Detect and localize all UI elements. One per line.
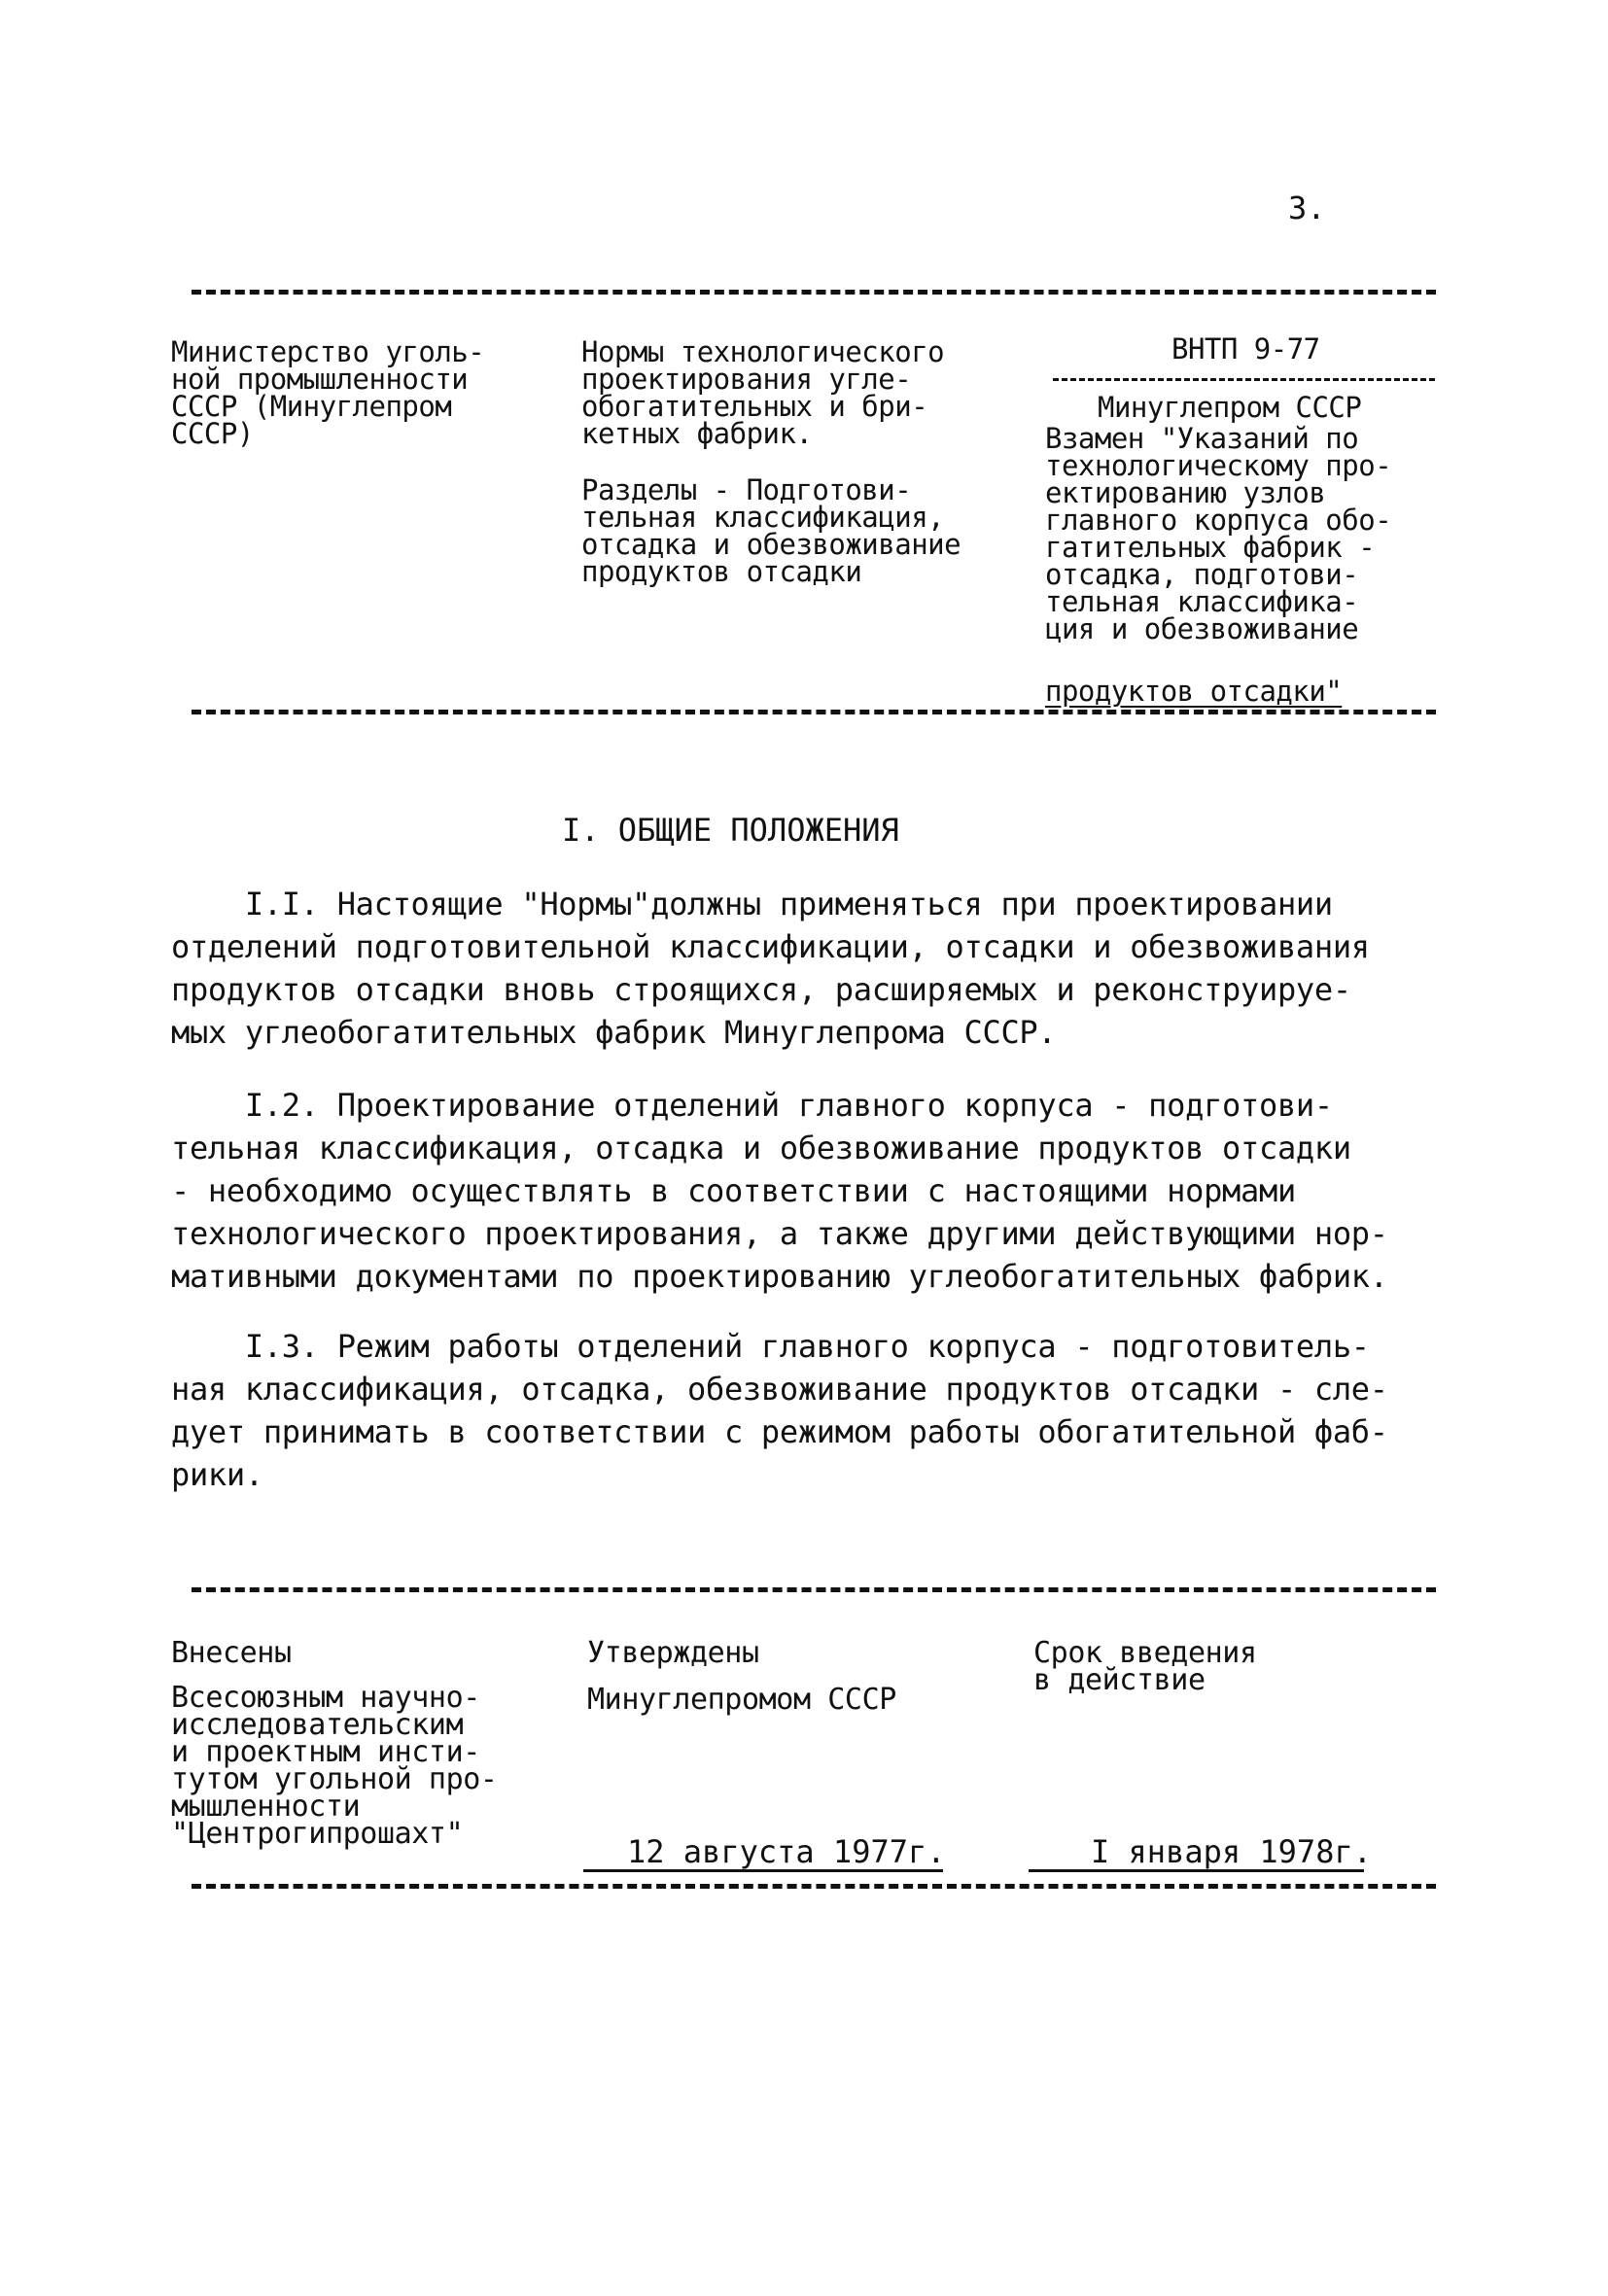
header-code-rule [1053, 378, 1435, 381]
paragraph-1-2: I.2. Проектирование отделений главного корпуса - подготови- тельная классификация, отсадка и обезвоживание продуктов отсадки - необходимо осуществлять в соответствии с настоящими нормами технологического проектирования, а также другими действующими нор- мативными документами по проектированию углеобогатительных фабрик. [171, 1087, 1388, 1295]
top-dashed-rule [192, 290, 1436, 295]
footer-effective-label: Срок введения в действие [1033, 1636, 1257, 1697]
footer-approved-by: Минуглепромом СССР [587, 1683, 896, 1717]
header-issuer: Минуглепром СССР [1098, 391, 1362, 424]
footer-top-dashed-rule [192, 1587, 1436, 1592]
approved-date-underline [583, 1869, 943, 1872]
footer-approved-date: 12 августа 1977г. [627, 1833, 946, 1870]
footer-introduced-label: Внесены [171, 1636, 292, 1670]
header-bottom-dashed-rule [192, 710, 1436, 714]
section-heading: I. ОБЩИЕ ПОЛОЖЕНИЯ [562, 812, 899, 849]
header-replaces-last: продуктов отсадки" [1045, 675, 1343, 708]
footer-bottom-dashed-rule [192, 1884, 1436, 1889]
paragraph-1-3: I.3. Режим работы отделений главного корпуса - подготовитель- ная классификация, отсадка, обезвоживание продуктов отсадки - сле- дует принимать в соответствии с режимом работы обогатительной фаб- рики. [171, 1328, 1388, 1493]
paragraph-1-1: I.I. Настоящие "Нормы"должны применяться при проектировании отделений подготовительной классификации, отсадки и обезвоживания продуктов отсадки вновь строящихся, расширяемых и реконструируе- мых углеобогатительных фабрик Минуглепрома СССР. [171, 886, 1370, 1051]
footer-effective-date: I января 1978г. [1091, 1833, 1372, 1870]
effective-date-underline [1029, 1869, 1364, 1872]
footer-approved-label: Утверждены [587, 1636, 759, 1670]
header-ministry: Министерство уголь- ной промышленности СССР (Минуглепром СССР) [171, 335, 485, 450]
header-sections: Разделы - Подготови- тельная классификация, отсадка и обезвоживание продуктов отсадки [581, 473, 961, 588]
header-replaces: Взамен "Указаний по технологическому про- ектированию узлов главного корпуса обо- гатительных фабрик - отсадка, подготови- тельная классифика- ция и обезвоживание [1045, 422, 1392, 645]
header-code: ВНТП 9-77 [1171, 332, 1320, 365]
header-title: Нормы технологического проектирования угле- обогатительных и бри- кетных фабрик. [581, 335, 945, 450]
page-number: 3. [1288, 190, 1326, 226]
footer-introduced-by: Всесоюзным научно- исследовательским и проектным инсти- тутом угольной про- мышленности "Центрогипрошахт" [171, 1681, 498, 1851]
